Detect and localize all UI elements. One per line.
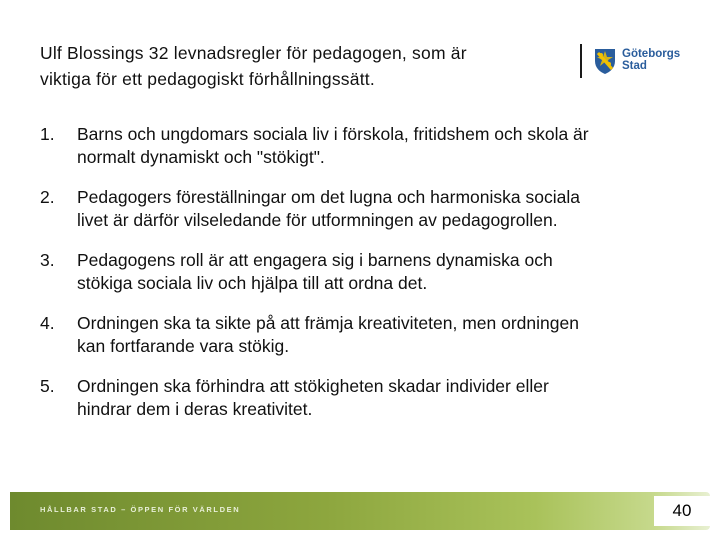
logo-divider [580,44,582,78]
crest-icon [593,47,617,75]
item-text-line-1: Pedagogens roll är att engagera sig i barnens dynamiska och [77,250,553,270]
title-line-2: viktiga för ett pedagogiskt förhållningssätt. [40,69,375,89]
item-text-line-1: Barns och ungdomars sociala liv i förskola, fritidshem och skola är [77,124,589,144]
item-number: 2. [40,187,55,207]
list-item [40,375,690,421]
goteborgs-stad-logo [580,44,700,78]
item-text-line-2: stökiga sociala liv och hjälpa till att ordna det. [77,273,428,293]
item-text-line-2: hindrar dem i deras kreativitet. [77,399,313,419]
slide-title [40,40,580,92]
item-text-line-2: normalt dynamiskt och "stökigt". [77,147,325,167]
item-number: 4. [40,313,55,333]
footer-bar [10,492,710,530]
title-line-1: Ulf Blossings 32 levnadsregler för pedagogen, som är [40,43,467,63]
item-text-line-1: Pedagogers föreställningar om det lugna och harmoniska sociala [77,187,580,207]
page-number: 40 [654,496,710,526]
list-item [40,123,690,169]
footer-slogan: HÅLLBAR STAD – ÖPPEN FÖR VÄRLDEN [40,505,241,514]
item-number: 1. [40,124,55,144]
logo-word-1: Göteborgs [622,48,681,60]
item-text-line-1: Ordningen ska ta sikte på att främja kreativiteten, men ordningen [77,313,579,333]
list-item [40,312,690,358]
item-text-line-2: livet är därför vilseledande för utformningen av pedagogrollen. [77,210,558,230]
logo-wordmark [622,48,680,72]
list-item [40,249,690,295]
item-text-line-1: Ordningen ska förhindra att stökigheten skadar individer eller [77,376,549,396]
list-item [40,186,690,232]
rules-list [40,123,690,438]
item-text-line-2: kan fortfarande vara stökig. [77,336,290,356]
item-number: 3. [40,250,55,270]
item-number: 5. [40,376,55,396]
logo-word-2: Stad [622,60,647,72]
